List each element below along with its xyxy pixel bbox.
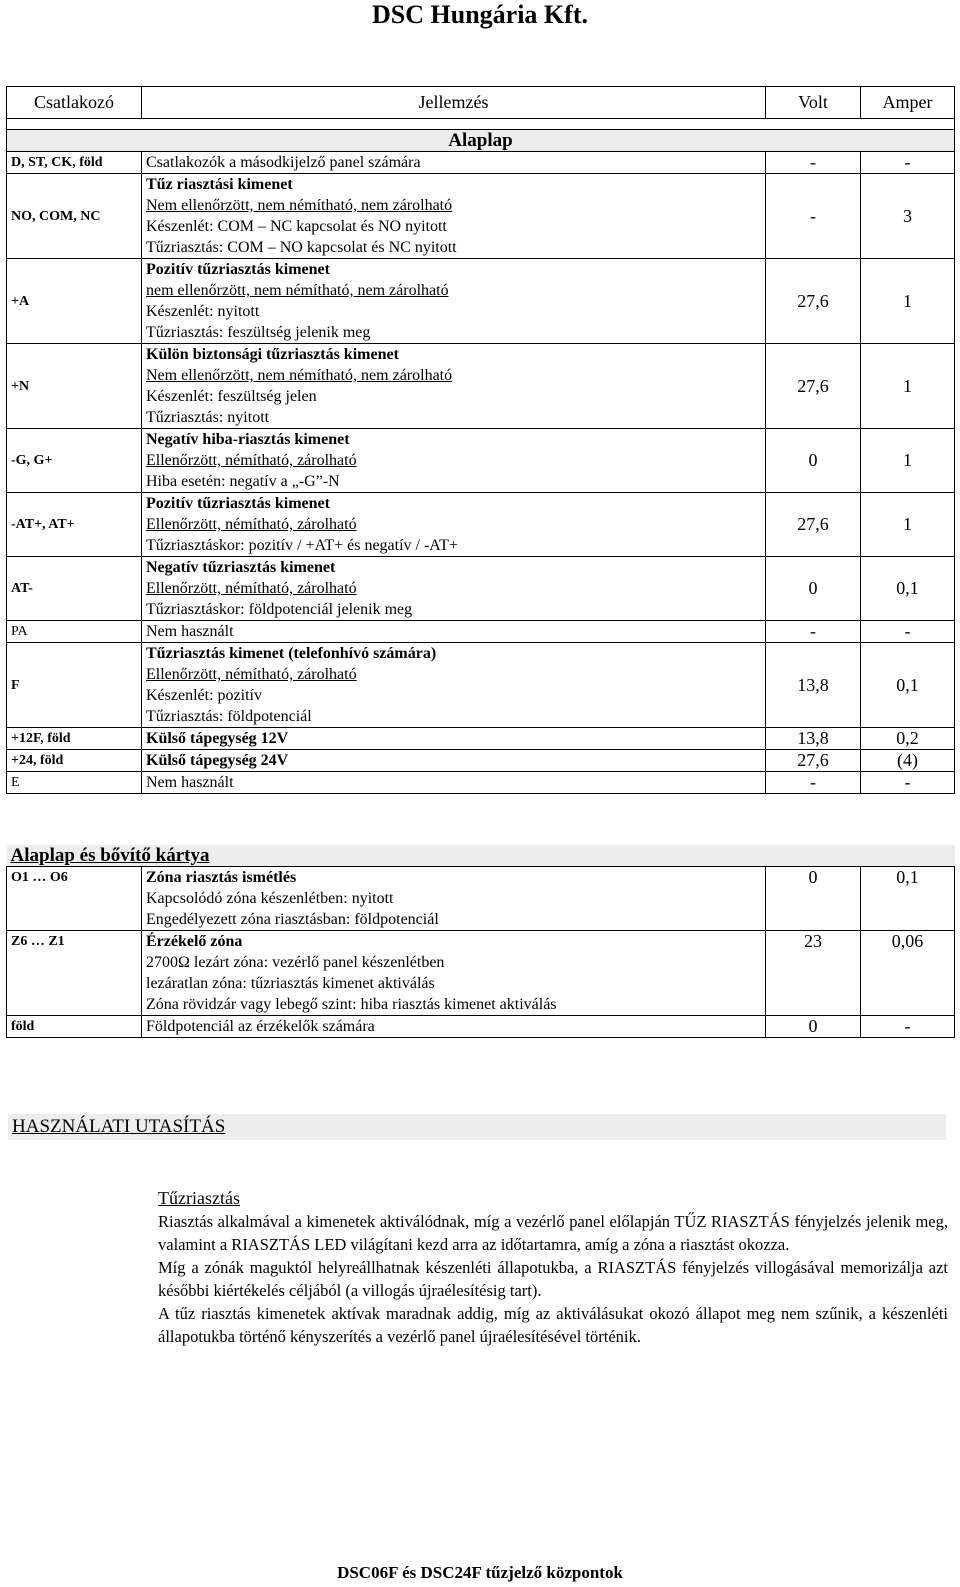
instructions-block: [158, 1187, 948, 1348]
header-csatlakozo: Csatlakozó: [7, 87, 142, 119]
table-row: [7, 429, 955, 493]
usage-title: HASZNÁLATI UTASÍTÁS: [12, 1116, 226, 1137]
description-line: Tűzriasztás: feszültség jelenik meg: [146, 324, 371, 341]
table-row: [7, 174, 955, 259]
volt-cell: -: [766, 174, 861, 259]
description-cell: [142, 557, 766, 621]
description-line: Pozitív tűzriasztás kimenet: [146, 495, 330, 512]
description-cell: [142, 621, 766, 643]
connector-cell: F: [7, 643, 142, 728]
description-line: Ellenőrzött, némítható, zárolható: [146, 666, 357, 683]
amper-cell: 3: [861, 174, 955, 259]
table-row: [7, 931, 955, 1016]
description-line: Tűzriasztás kimenet (telefonhívó számára): [146, 645, 437, 662]
description-line: Nem ellenőrzött, nem némítható, nem zárolható: [146, 367, 453, 384]
description-cell: [142, 772, 766, 794]
table-row: [7, 867, 955, 931]
description-line: Hiba esetén: negatív a „-G”-N: [146, 473, 340, 490]
connector-cell: +24, föld: [7, 750, 142, 772]
header-jellemzes: Jellemzés: [142, 87, 766, 119]
section-title-alaplap: Alaplap: [7, 130, 955, 152]
description-line: Ellenőrzött, némítható, zárolható: [146, 452, 357, 469]
description-line: Külső tápegység 12V: [146, 730, 289, 747]
amper-cell: -: [861, 1016, 955, 1038]
volt-cell: 27,6: [766, 493, 861, 557]
description-cell: [142, 429, 766, 493]
description-line: Negatív hiba-riasztás kimenet: [146, 431, 350, 448]
table-row: [7, 772, 955, 794]
table-row: [7, 621, 955, 643]
volt-cell: 13,8: [766, 728, 861, 750]
volt-cell: 27,6: [766, 750, 861, 772]
description-line: Tűzriasztás: nyitott: [146, 409, 270, 426]
description-line: Zóna rövidzár vagy lebegő szint: hiba riasztás kimenet aktiválás: [146, 996, 557, 1013]
description-line: nem ellenőrzött, nem némítható, nem zárolható: [146, 282, 449, 299]
description-line: Készenlét: feszültség jelen: [146, 388, 317, 405]
table-row: [7, 728, 955, 750]
description-line: Csatlakozók a másodkijelző panel számára: [146, 154, 421, 171]
amper-cell: 1: [861, 429, 955, 493]
description-cell: [142, 643, 766, 728]
volt-cell: -: [766, 772, 861, 794]
connector-cell: +12F, föld: [7, 728, 142, 750]
volt-cell: 0: [766, 557, 861, 621]
volt-cell: 27,6: [766, 259, 861, 344]
description-line: Nem használt: [146, 774, 234, 791]
volt-cell: 0: [766, 1016, 861, 1038]
description-line: lezáratlan zóna: tűzriasztás kimenet aktiválás: [146, 975, 435, 992]
amper-cell: -: [861, 772, 955, 794]
description-cell: [142, 750, 766, 772]
usage-title-bar: [8, 1114, 946, 1140]
amper-cell: (4): [861, 750, 955, 772]
description-line: Kapcsolódó zóna készenlétben: nyitott: [146, 890, 394, 907]
connector-cell: NO, COM, NC: [7, 174, 142, 259]
connector-cell: -G, G+: [7, 429, 142, 493]
connector-cell: föld: [7, 1016, 142, 1038]
table-row: [7, 259, 955, 344]
description-cell: [142, 867, 766, 931]
description-line: Zóna riasztás ismétlés: [146, 869, 297, 886]
connector-cell: E: [7, 772, 142, 794]
connector-cell: -AT+, AT+: [7, 493, 142, 557]
amper-cell: 0,1: [861, 557, 955, 621]
amper-cell: 0,2: [861, 728, 955, 750]
volt-cell: 0: [766, 867, 861, 931]
volt-cell: 0: [766, 429, 861, 493]
amper-cell: 0,1: [861, 867, 955, 931]
amper-cell: 1: [861, 493, 955, 557]
amper-cell: 1: [861, 344, 955, 429]
description-line: Tűzriasztáskor: földpotenciál jelenik meg: [146, 601, 413, 618]
section-row-alaplap: [7, 130, 955, 152]
description-line: Pozitív tűzriasztás kimenet: [146, 261, 330, 278]
description-cell: [142, 1016, 766, 1038]
table-row: [7, 152, 955, 174]
description-line: 2700Ω lezárt zóna: vezérlő panel készenlétben: [146, 954, 445, 971]
connector-cell: Z6 … Z1: [7, 931, 142, 1016]
table-row: [7, 344, 955, 429]
table-row: [7, 643, 955, 728]
description-line: Ellenőrzött, némítható, zárolható: [146, 580, 357, 597]
description-cell: [142, 259, 766, 344]
description-cell: [142, 174, 766, 259]
header-amper: Amper: [861, 87, 955, 119]
table-row: [7, 493, 955, 557]
connector-table: [6, 86, 955, 794]
description-line: Érzékelő zóna: [146, 933, 243, 950]
description-line: Engedélyezett zóna riasztásban: földpotenciál: [146, 911, 439, 928]
table-header-row: [7, 87, 955, 119]
amper-cell: 1: [861, 259, 955, 344]
table-row: [7, 750, 955, 772]
description-line: Tűzriasztáskor: pozitív / +AT+ és negatív / -AT+: [146, 537, 458, 554]
description-line: Ellenőrzött, némítható, zárolható: [146, 516, 357, 533]
section-row-bovito: [7, 845, 955, 867]
description-line: Földpotenciál az érzékelők számára: [146, 1018, 375, 1035]
document-footer: DSC06F és DSC24F tűzjelző központok: [337, 1563, 623, 1582]
description-line: Tűzriasztás: COM – NO kapcsolat és NC nyitott: [146, 239, 457, 256]
amper-cell: 0,06: [861, 931, 955, 1016]
volt-cell: -: [766, 152, 861, 174]
description-line: Nem ellenőrzött, nem némítható, nem zárolható: [146, 197, 453, 214]
description-line: Külön biztonsági tűzriasztás kimenet: [146, 346, 399, 363]
table-row: [7, 1016, 955, 1038]
description-cell: [142, 152, 766, 174]
description-cell: [142, 931, 766, 1016]
instructions-paragraph: A tűz riasztás kimenetek aktívak maradnak addig, míg az aktiválásukat okozó állapot meg nem szűnik, a készenléti állapotukba történő kényszerítés a vezérlő panel újraélesítésével történik.: [158, 1304, 948, 1346]
connector-cell: PA: [7, 621, 142, 643]
amper-cell: -: [861, 621, 955, 643]
description-line: Negatív tűzriasztás kimenet: [146, 559, 336, 576]
description-cell: [142, 344, 766, 429]
description-line: Készenlét: pozitív: [146, 687, 262, 704]
spacer-row: [7, 119, 955, 130]
description-line: Külső tápegység 24V: [146, 752, 289, 769]
section-title-bovito: Alaplap és bővítő kártya: [7, 845, 955, 867]
description-line: Tűz riasztási kimenet: [146, 176, 293, 193]
connector-cell: +A: [7, 259, 142, 344]
document-title: DSC Hungária Kft.: [372, 0, 588, 29]
amper-cell: 0,1: [861, 643, 955, 728]
connector-cell: +N: [7, 344, 142, 429]
amper-cell: -: [861, 152, 955, 174]
volt-cell: -: [766, 621, 861, 643]
table-row: [7, 557, 955, 621]
instructions-heading: Tűzriasztás: [158, 1188, 240, 1208]
expansion-table: [6, 845, 955, 1038]
instructions-paragraph: Míg a zónák maguktól helyreállhatnak készenléti állapotukba, a RIASZTÁS fényjelzés villogásával memorizálja azt későbbi kiértékelés céljából (a villogás újraélesítésig tart).: [158, 1258, 948, 1300]
connector-cell: D, ST, CK, föld: [7, 152, 142, 174]
description-cell: [142, 728, 766, 750]
instructions-paragraph: Riasztás alkalmával a kimenetek aktiválódnak, míg a vezérlő panel előlapján TŰZ RIASZTÁS fényjelzés jelenik meg, valamint a RIASZTÁS LED világítani kezd arra az időtartamra, amíg a zóna a riasztást okozza.: [158, 1212, 948, 1254]
connector-cell: AT-: [7, 557, 142, 621]
description-line: Nem használt: [146, 623, 234, 640]
description-cell: [142, 493, 766, 557]
volt-cell: 23: [766, 931, 861, 1016]
connector-cell: O1 … O6: [7, 867, 142, 931]
header-volt: Volt: [766, 87, 861, 119]
description-line: Készenlét: nyitott: [146, 303, 260, 320]
description-line: Tűzriasztás: földpotenciál: [146, 708, 312, 725]
volt-cell: 13,8: [766, 643, 861, 728]
description-line: Készenlét: COM – NC kapcsolat és NO nyitott: [146, 218, 447, 235]
volt-cell: 27,6: [766, 344, 861, 429]
